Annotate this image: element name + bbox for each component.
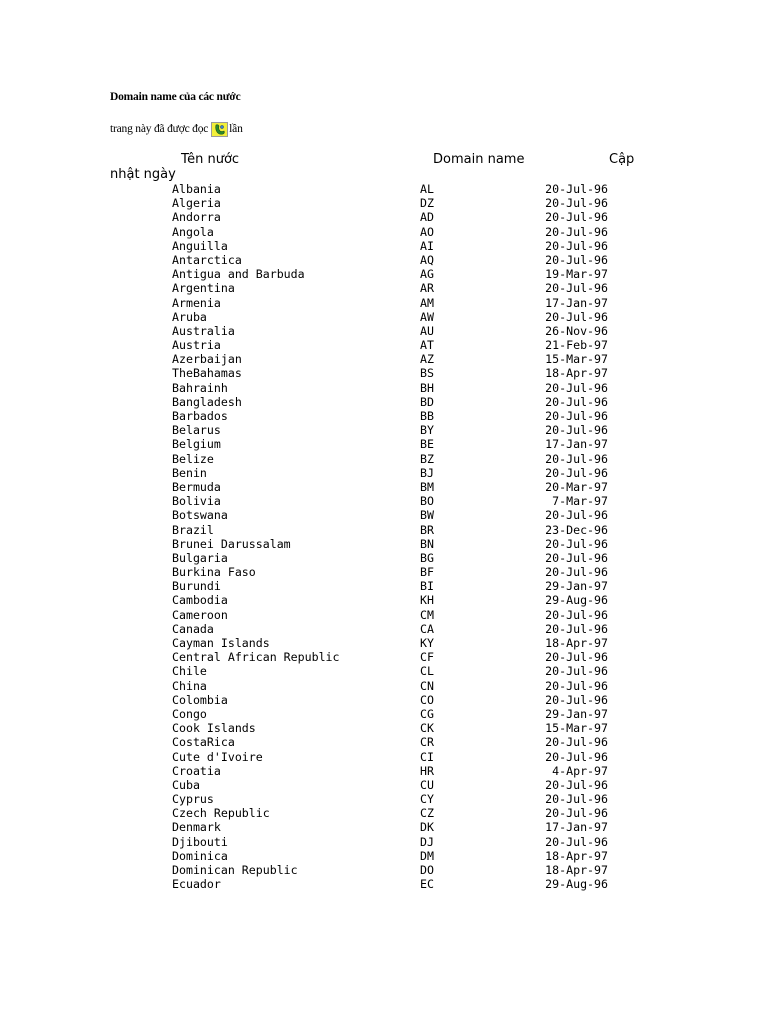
update-date: 20-Jul-96 [545, 664, 608, 679]
table-row [0, 267, 768, 281]
table-row [0, 778, 768, 792]
update-date: 29-Aug-96 [545, 593, 608, 608]
country-name: Cyprus [172, 792, 214, 807]
update-date: 20-Jul-96 [545, 735, 608, 750]
header-update-date-wrap: nhật ngày [110, 167, 176, 182]
table-row [0, 523, 768, 537]
table-row [0, 296, 768, 310]
table-row [0, 466, 768, 480]
table-row [0, 281, 768, 295]
update-date: 20-Jul-96 [545, 196, 608, 211]
domain-code: AL [420, 182, 434, 196]
table-row [0, 253, 768, 267]
table-row [0, 820, 768, 834]
table-row [0, 225, 768, 239]
table-row [0, 679, 768, 693]
table-row [0, 650, 768, 664]
country-name: Bermuda [172, 479, 221, 494]
country-name: Bolivia [172, 494, 221, 509]
table-row [0, 239, 768, 253]
update-date: 20-Jul-96 [545, 621, 608, 636]
update-date: 17-Jan-97 [545, 295, 608, 310]
country-name: Colombia [172, 692, 228, 707]
domain-code: BF [420, 565, 434, 580]
domain-code: CL [420, 664, 434, 679]
domain-code: CR [420, 735, 434, 750]
domain-code: EC [420, 877, 434, 892]
domain-code: AO [420, 224, 434, 239]
domain-code: CF [420, 650, 434, 665]
country-name: Austria [172, 338, 221, 353]
table-row [0, 835, 768, 849]
domain-code: CG [420, 706, 434, 721]
country-name: Andorra [172, 210, 221, 225]
domain-code: BB [420, 409, 434, 423]
update-date: 20-Jul-96 [545, 210, 608, 225]
country-name: Belgium [172, 437, 221, 452]
country-name: Barbados [172, 409, 228, 423]
table-row [0, 707, 768, 721]
update-date: 20-Jul-96 [545, 550, 608, 565]
table-row [0, 437, 768, 451]
domain-code: AQ [420, 252, 434, 267]
country-name: Bulgaria [172, 550, 228, 565]
table-row [0, 565, 768, 579]
country-name: Angola [172, 224, 214, 239]
table-row [0, 764, 768, 778]
counter-suffix: lần [229, 123, 243, 135]
update-date: 21-Feb-97 [545, 338, 608, 353]
table-row [0, 792, 768, 806]
update-date: 7-Mar-97 [552, 494, 608, 509]
domain-code: CM [420, 607, 434, 622]
country-name: Cameroon [172, 607, 228, 622]
update-date: 20-Jul-96 [545, 508, 608, 523]
counter-prefix: trang này đã được đọc [110, 123, 209, 135]
country-name: Burkina Faso [172, 565, 256, 580]
update-date: 20-Jul-96 [545, 380, 608, 395]
update-date: 29-Jan-97 [545, 579, 608, 594]
table-row [0, 338, 768, 352]
domain-code: BJ [420, 465, 434, 480]
table-row [0, 210, 768, 224]
update-date: 18-Apr-97 [545, 636, 608, 650]
update-date: 20-Jul-96 [545, 224, 608, 239]
table-row [0, 664, 768, 678]
country-name: Antigua and Barbuda [172, 267, 305, 282]
table-row [0, 352, 768, 366]
country-name: Algeria [172, 196, 221, 211]
table-row [0, 750, 768, 764]
country-name: CostaRica [172, 735, 235, 750]
update-date: 20-Jul-96 [545, 238, 608, 253]
table-row [0, 452, 768, 466]
country-name: China [172, 678, 207, 693]
update-date: 20-Jul-96 [545, 678, 608, 693]
country-name: Djibouti [172, 834, 228, 849]
update-date: 20-Jul-96 [545, 252, 608, 267]
table-row [0, 508, 768, 522]
hit-counter-icon [211, 122, 228, 137]
update-date: 26-Nov-96 [545, 323, 608, 338]
country-name: Burundi [172, 579, 221, 594]
country-name: Anguilla [172, 238, 228, 253]
domain-code: BE [420, 437, 434, 452]
table-row [0, 494, 768, 508]
update-date: 20-Jul-96 [545, 465, 608, 480]
update-date: 20-Jul-96 [545, 182, 608, 196]
country-name: Australia [172, 323, 235, 338]
page-title: Domain name của các nước [110, 91, 241, 103]
country-name: Cute d'Ivoire [172, 749, 263, 764]
update-date: 20-Jul-96 [545, 607, 608, 622]
domain-code: DZ [420, 196, 434, 211]
update-date: 20-Jul-96 [545, 749, 608, 764]
domain-code: BS [420, 366, 434, 381]
country-name: Argentina [172, 281, 235, 296]
domain-code: BN [420, 536, 434, 551]
country-name: Azerbaijan [172, 352, 242, 367]
header-domain-name: Domain name [433, 152, 525, 167]
domain-code: AD [420, 210, 434, 225]
update-date: 20-Jul-96 [545, 451, 608, 466]
country-name: Cambodia [172, 593, 228, 608]
country-name: Chile [172, 664, 207, 679]
table-row [0, 693, 768, 707]
table-row [0, 537, 768, 551]
domain-code: DK [420, 820, 434, 835]
table-row [0, 721, 768, 735]
table-row [0, 849, 768, 863]
domain-code: BM [420, 479, 434, 494]
update-date: 20-Jul-96 [545, 650, 608, 665]
country-name: Ecuador [172, 877, 221, 892]
update-date: 20-Jul-96 [545, 777, 608, 792]
domain-code: BY [420, 423, 434, 438]
country-name: Aruba [172, 309, 207, 324]
domain-code: BZ [420, 451, 434, 466]
table-row [0, 877, 768, 891]
country-name: Bahrainh [172, 380, 228, 395]
update-date: 18-Apr-97 [545, 863, 608, 877]
domain-code: KY [420, 636, 434, 650]
country-name: Antarctica [172, 252, 242, 267]
table-row [0, 395, 768, 409]
update-date: 20-Jul-96 [545, 394, 608, 409]
update-date: 20-Jul-96 [545, 281, 608, 296]
domain-code: DJ [420, 834, 434, 849]
domain-table-body [0, 182, 768, 891]
table-row [0, 622, 768, 636]
update-date: 20-Jul-96 [545, 792, 608, 807]
table-row [0, 182, 768, 196]
domain-code: DM [420, 848, 434, 863]
country-name: Armenia [172, 295, 221, 310]
domain-code: AZ [420, 352, 434, 367]
domain-code: AI [420, 238, 434, 253]
table-row [0, 579, 768, 593]
update-date: 20-Jul-96 [545, 834, 608, 849]
domain-code: CN [420, 678, 434, 693]
domain-code: CI [420, 749, 434, 764]
country-name: Dominica [172, 848, 228, 863]
domain-code: AU [420, 323, 434, 338]
table-row [0, 381, 768, 395]
country-name: Congo [172, 706, 207, 721]
domain-code: AM [420, 295, 434, 310]
domain-code: AR [420, 281, 434, 296]
domain-code: AG [420, 267, 434, 282]
domain-code: CA [420, 621, 434, 636]
table-row [0, 593, 768, 607]
table-row [0, 480, 768, 494]
update-date: 20-Jul-96 [545, 409, 608, 423]
domain-code: HR [420, 763, 434, 778]
country-name: Belarus [172, 423, 221, 438]
update-date: 20-Jul-96 [545, 423, 608, 438]
country-name: Brazil [172, 522, 214, 537]
update-date: 18-Apr-97 [545, 848, 608, 863]
domain-code: CK [420, 721, 434, 736]
table-row [0, 863, 768, 877]
update-date: 20-Jul-96 [545, 309, 608, 324]
table-row [0, 806, 768, 820]
update-date: 20-Jul-96 [545, 536, 608, 551]
domain-code: CO [420, 692, 434, 707]
update-date: 20-Jul-96 [545, 806, 608, 821]
domain-code: BD [420, 394, 434, 409]
country-name: Cook Islands [172, 721, 256, 736]
update-date: 15-Mar-97 [545, 721, 608, 736]
domain-code: CY [420, 792, 434, 807]
domain-code: BW [420, 508, 434, 523]
update-date: 17-Jan-97 [545, 437, 608, 452]
update-date: 4-Apr-97 [552, 763, 608, 778]
update-date: 29-Aug-96 [545, 877, 608, 892]
table-row [0, 551, 768, 565]
domain-code: BH [420, 380, 434, 395]
domain-code: BR [420, 522, 434, 537]
header-country: Tên nước [181, 152, 240, 167]
domain-code: CU [420, 777, 434, 792]
country-name: Botswana [172, 508, 228, 523]
table-row [0, 608, 768, 622]
domain-code: BI [420, 579, 434, 594]
table-row [0, 196, 768, 210]
country-name: Czech Republic [172, 806, 270, 821]
country-name: Albania [172, 182, 221, 196]
update-date: 20-Jul-96 [545, 692, 608, 707]
country-name: Cayman Islands [172, 636, 270, 650]
country-name: Canada [172, 621, 214, 636]
domain-code: DO [420, 863, 434, 877]
domain-code: AW [420, 309, 434, 324]
update-date: 18-Apr-97 [545, 366, 608, 381]
update-date: 29-Jan-97 [545, 706, 608, 721]
update-date: 19-Mar-97 [545, 267, 608, 282]
country-name: Bangladesh [172, 394, 242, 409]
country-name: Brunei Darussalam [172, 536, 291, 551]
update-date: 15-Mar-97 [545, 352, 608, 367]
table-row [0, 324, 768, 338]
country-name: TheBahamas [172, 366, 242, 381]
header-update-date: Cập [609, 152, 635, 167]
country-name: Croatia [172, 763, 221, 778]
domain-code: AT [420, 338, 434, 353]
update-date: 23-Dec-96 [545, 522, 608, 537]
domain-code: BO [420, 494, 434, 509]
table-row [0, 735, 768, 749]
country-name: Denmark [172, 820, 221, 835]
domain-code: BG [420, 550, 434, 565]
table-row [0, 409, 768, 423]
update-date: 20-Jul-96 [545, 565, 608, 580]
country-name: Benin [172, 465, 207, 480]
country-name: Dominican Republic [172, 863, 298, 877]
table-row [0, 636, 768, 650]
country-name: Central African Republic [172, 650, 340, 665]
domain-code: KH [420, 593, 434, 608]
table-row [0, 366, 768, 380]
update-date: 20-Mar-97 [545, 479, 608, 494]
update-date: 17-Jan-97 [545, 820, 608, 835]
country-name: Cuba [172, 777, 200, 792]
country-name: Belize [172, 451, 214, 466]
domain-code: CZ [420, 806, 434, 821]
table-row [0, 423, 768, 437]
table-row [0, 310, 768, 324]
page-counter [110, 119, 243, 139]
